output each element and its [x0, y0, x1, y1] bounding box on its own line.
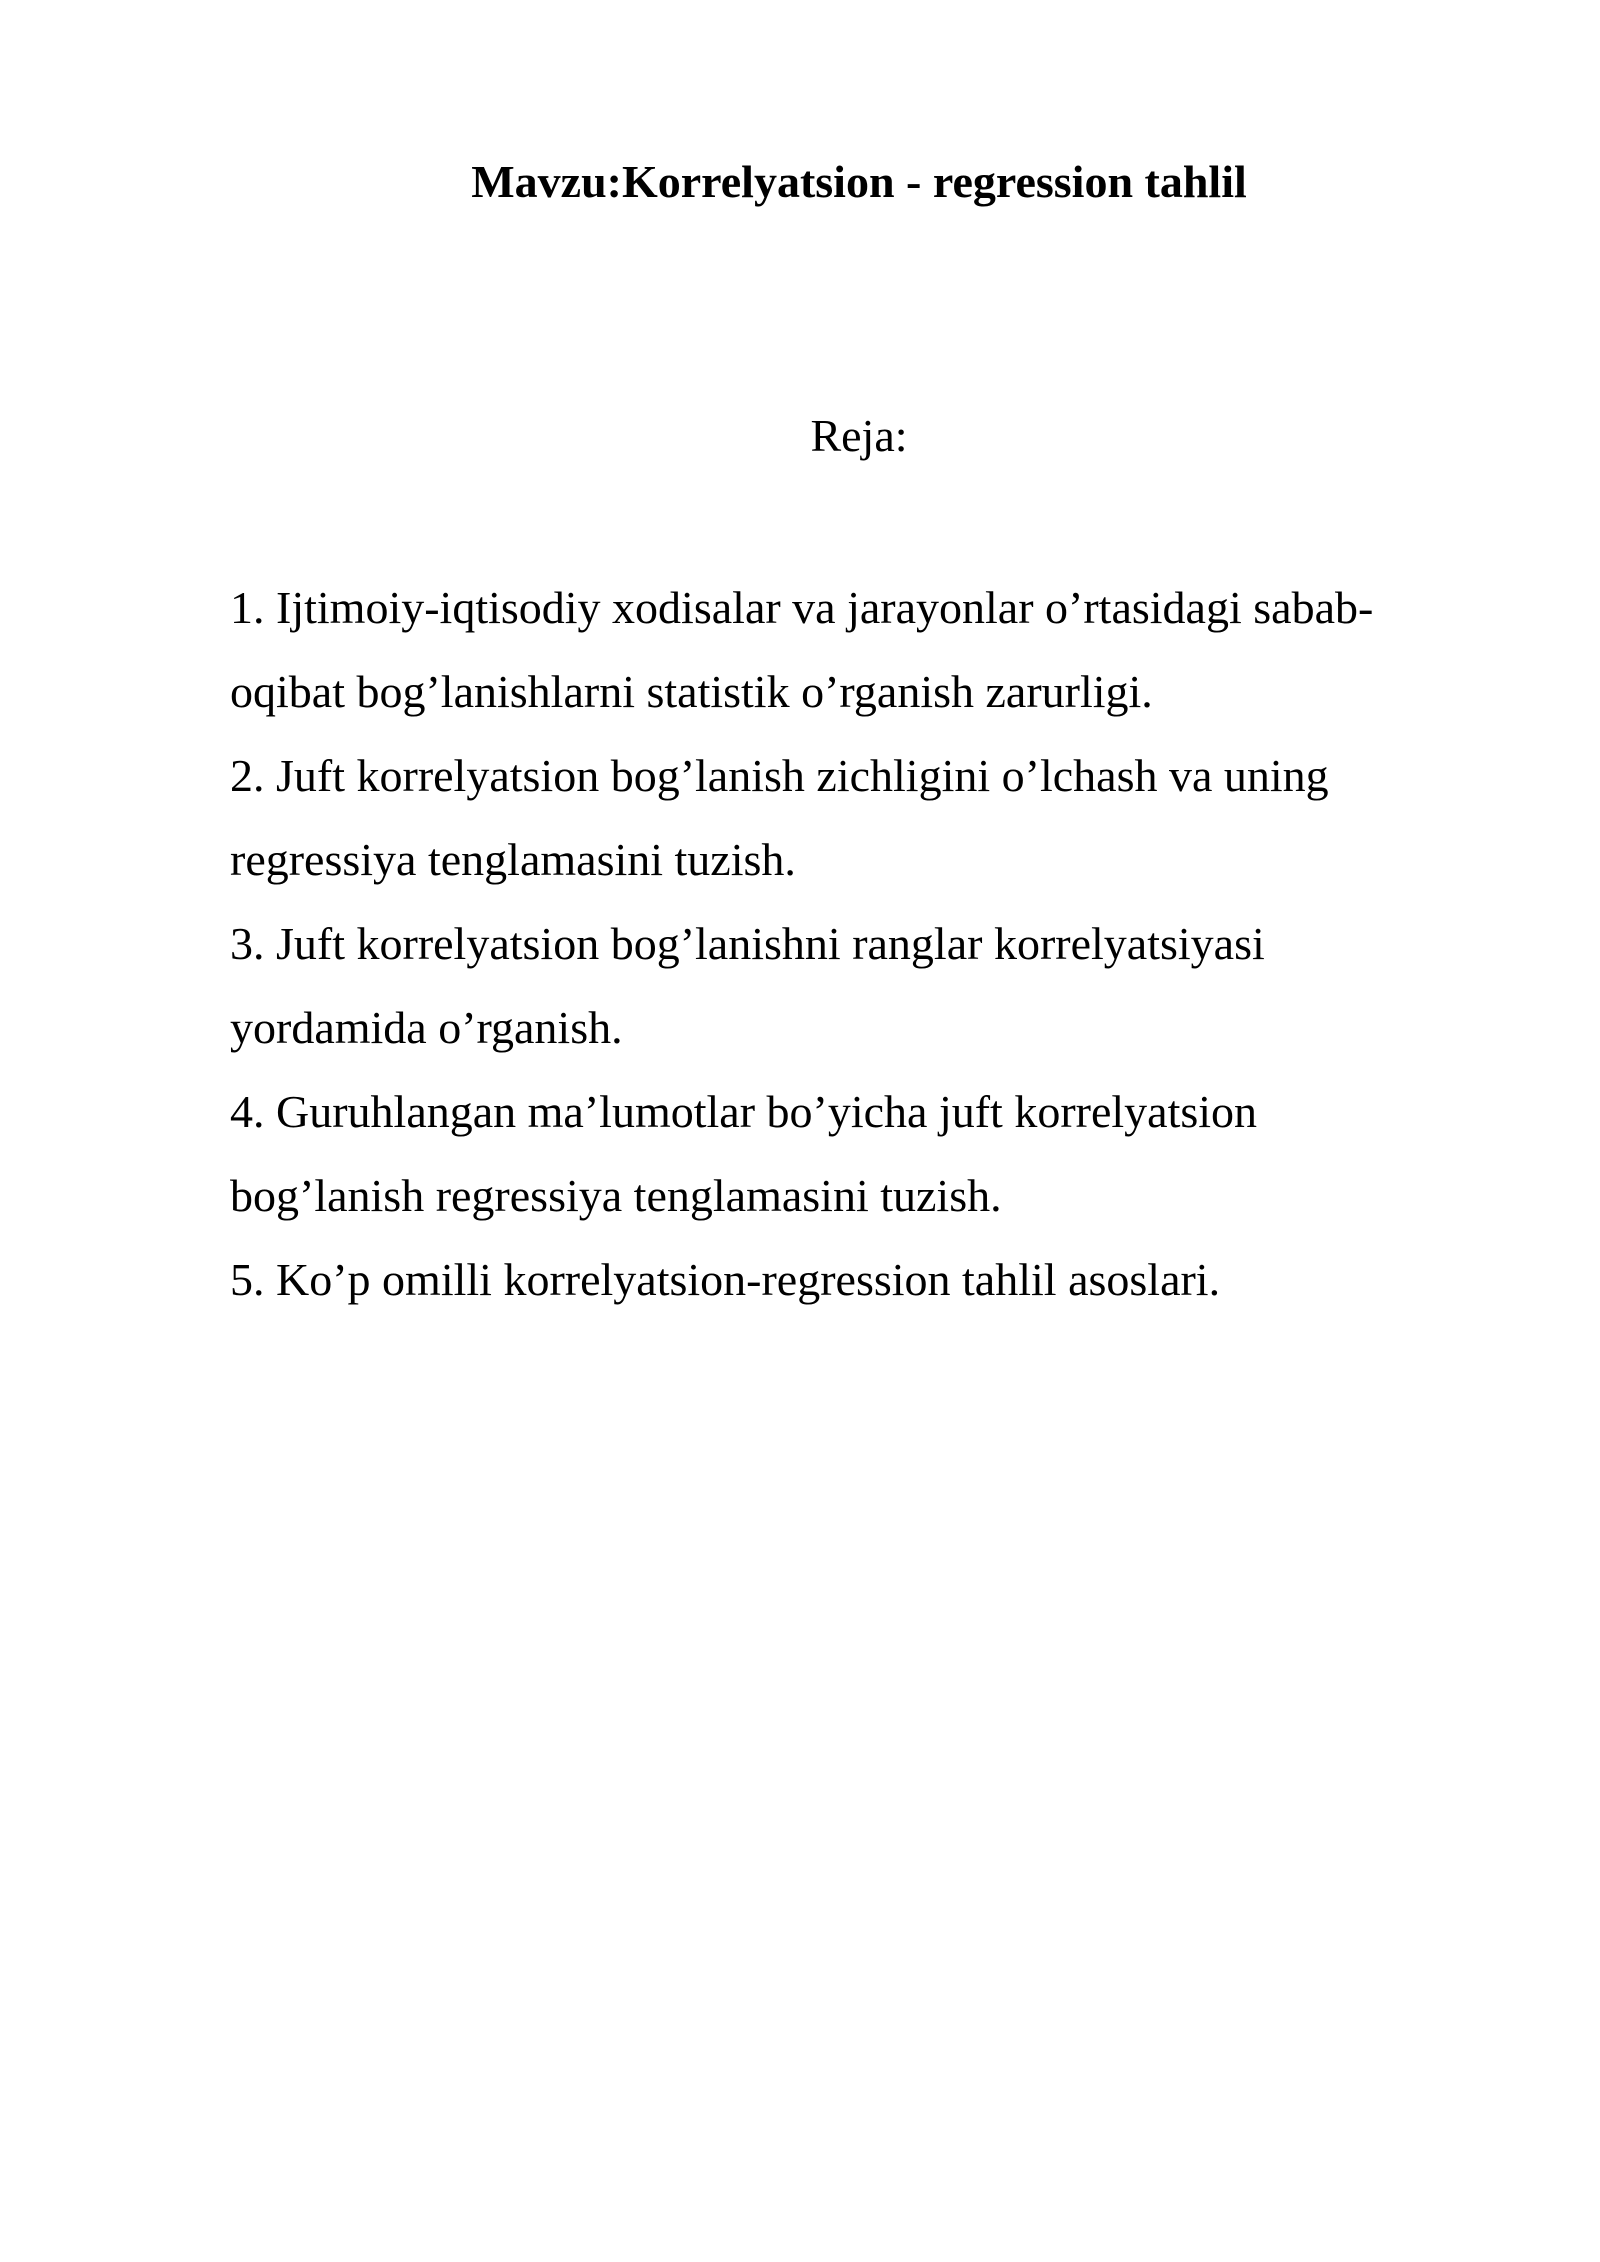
plan-item-1-line-1: 1. Ijtimoiy-iqtisodiy xodisalar va jarayonlar o’rtasidagi sabab- — [230, 582, 1374, 633]
plan-item-3 — [230, 902, 1450, 1070]
plan-item-5 — [230, 1238, 1450, 1322]
page-title: Mavzu:Korrelyatsion - regression tahlil — [471, 156, 1247, 207]
plan-item-4-line-1: 4. Guruhlangan ma’lumotlar bo’yicha juft korrelyatsion — [230, 1086, 1258, 1137]
plan-item-2-line-2: regressiya tenglamasini tuzish. — [230, 834, 796, 885]
plan-item-4-line-2: bog’lanish regressiya tenglamasini tuzish. — [230, 1170, 1002, 1221]
plan-item-2-line-1: 2. Juft korrelyatsion bog’lanish zichligini o’lchash va uning — [230, 750, 1329, 801]
plan-item-1-line-2: oqibat bog’lanishlarni statistik o’rganish zarurligi. — [230, 666, 1153, 717]
plan-item-3-line-1: 3. Juft korrelyatsion bog’lanishni ranglar korrelyatsiyasi — [230, 918, 1265, 969]
plan-list — [230, 566, 1450, 1322]
plan-item-1 — [230, 566, 1450, 734]
plan-item-3-line-2: yordamida o’rganish. — [230, 1002, 623, 1053]
plan-item-4 — [230, 1070, 1450, 1238]
plan-item-5-line-1: 5. Ko’p omilli korrelyatsion-regression tahlil asoslari. — [230, 1254, 1221, 1305]
plan-item-2 — [230, 734, 1450, 902]
plan-heading: Reja: — [810, 410, 908, 461]
